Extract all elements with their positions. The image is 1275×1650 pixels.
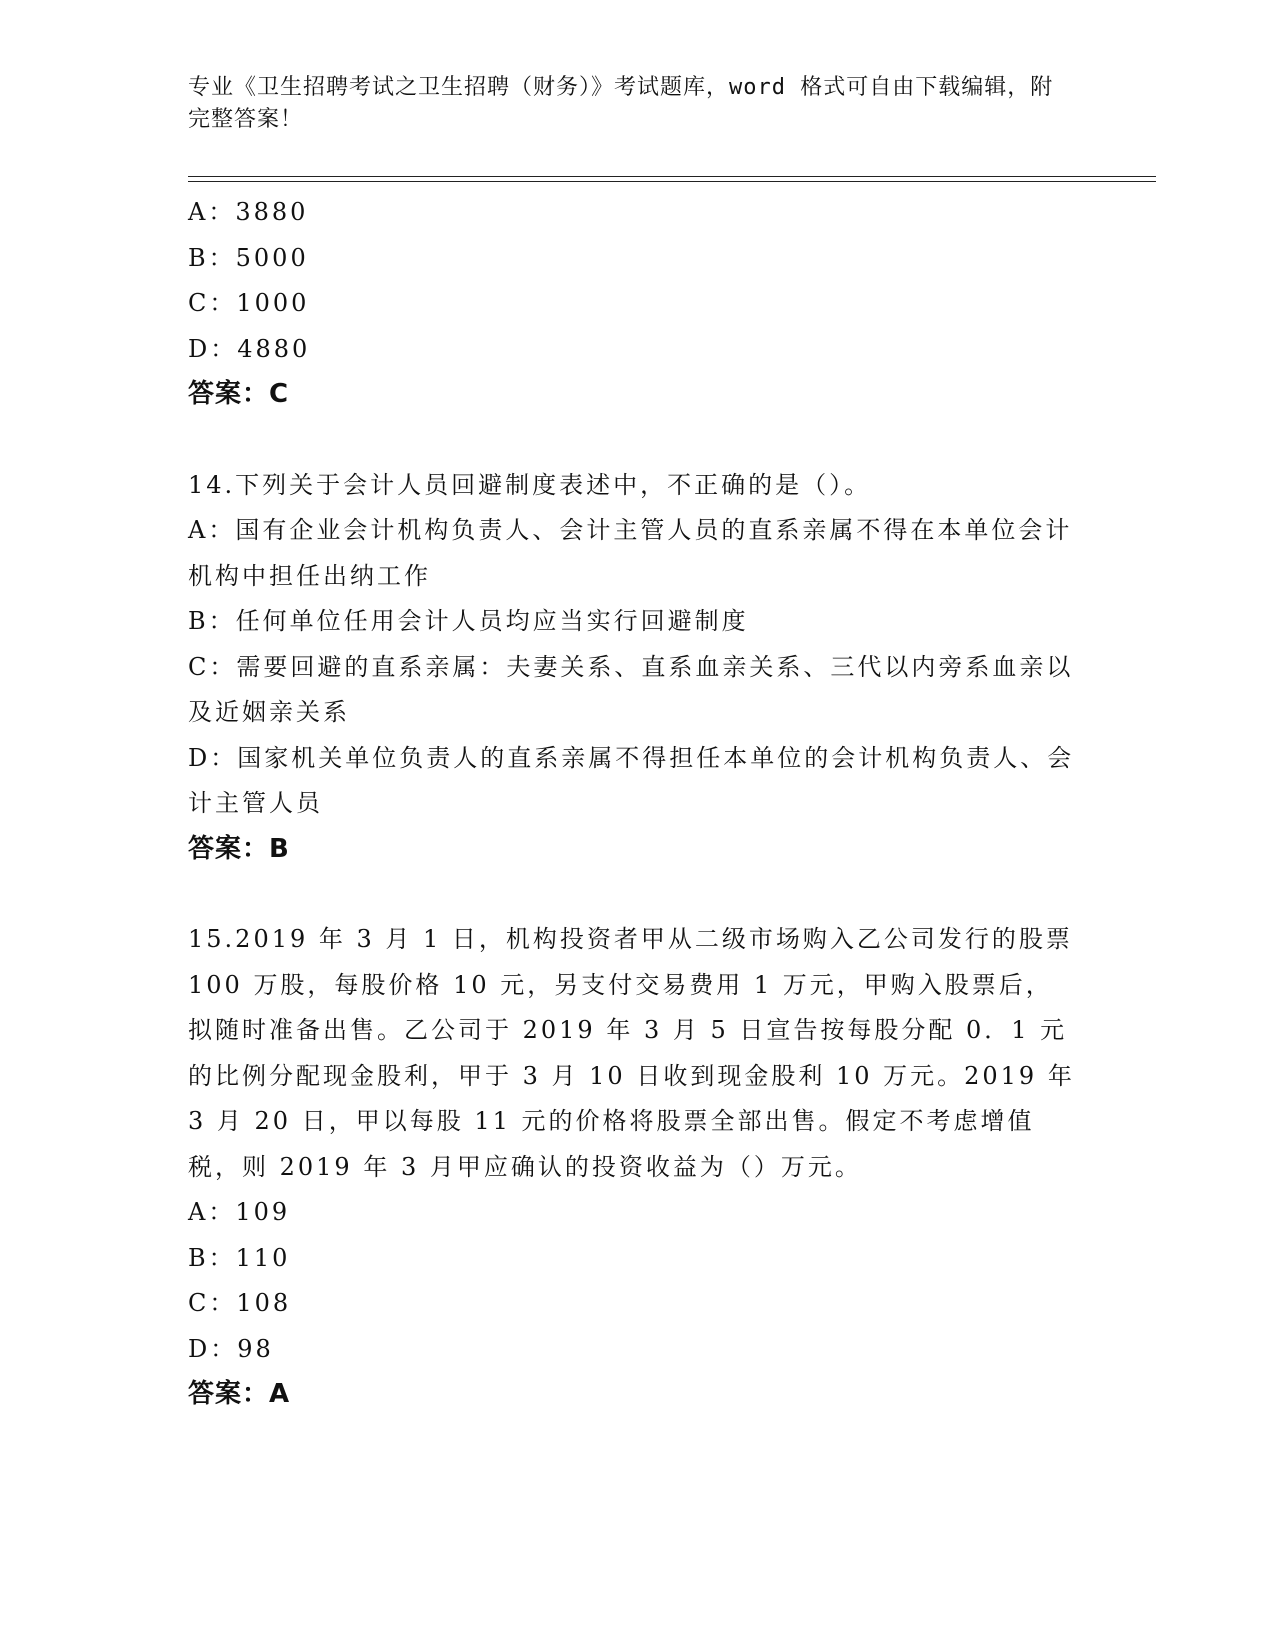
answer-line: 答案：A	[188, 1379, 291, 1409]
document-header	[188, 72, 1068, 136]
question-14	[188, 463, 1078, 873]
spacer	[188, 418, 1078, 463]
option-d: D：4880	[188, 334, 311, 363]
option-a: A：国有企业会计机构负责人、会计主管人员的直系亲属不得在本单位会计机构中担任出纳工作	[188, 516, 1073, 590]
option-b: B：110	[188, 1243, 291, 1272]
question-15	[188, 917, 1078, 1418]
question-stem: 15.2019 年 3 月 1 日，机构投资者甲从二级市场购入乙公司发行的股票 100 万股，每股价格 10 元，另支付交易费用 1 万元，甲购入股票后，拟随时准备出售。乙公司于 2019 年 3 月 5 日宣告按每股分配 0．1 元的比例分配现金股利，甲于 3 月 10 日收到现金股利 10 万元。2019 年 3 月 20 日，甲以每股 11 元的价格将股票全部出售。假定不考虑增值税，则 2019 年 3 月甲应确认的投资收益为（）万元。	[188, 925, 1075, 1181]
option-d: D：国家机关单位负责人的直系亲属不得担任本单位的会计机构负责人、会计主管人员	[188, 743, 1075, 817]
option-a: A：3880	[188, 198, 309, 226]
header-text: 专业《卫生招聘考试之卫生招聘（财务）》考试题库，word 格式可自由下载编辑，附完整答案！	[188, 75, 1054, 132]
option-a: A：109	[188, 1198, 291, 1226]
option-b: B：5000	[188, 243, 309, 272]
answer-line: 答案：C	[188, 379, 290, 409]
question-13	[188, 190, 1078, 418]
option-c: C：1000	[188, 289, 310, 317]
option-b: B：任何单位任用会计人员均应当实行回避制度	[188, 607, 749, 635]
spacer	[188, 872, 1078, 917]
header-divider-top	[188, 176, 1156, 177]
header-divider-bottom	[188, 181, 1156, 182]
answer-line: 答案：B	[188, 833, 290, 864]
question-stem: 14.下列关于会计人员回避制度表述中，不正确的是（）。	[188, 470, 872, 499]
option-c: C：108	[188, 1289, 292, 1317]
option-d: D：98	[188, 1334, 274, 1363]
question-content	[188, 190, 1078, 1418]
option-c: C：需要回避的直系亲属：夫妻关系、直系血亲关系、三代以内旁系血亲以及近姻亲关系	[188, 652, 1074, 726]
